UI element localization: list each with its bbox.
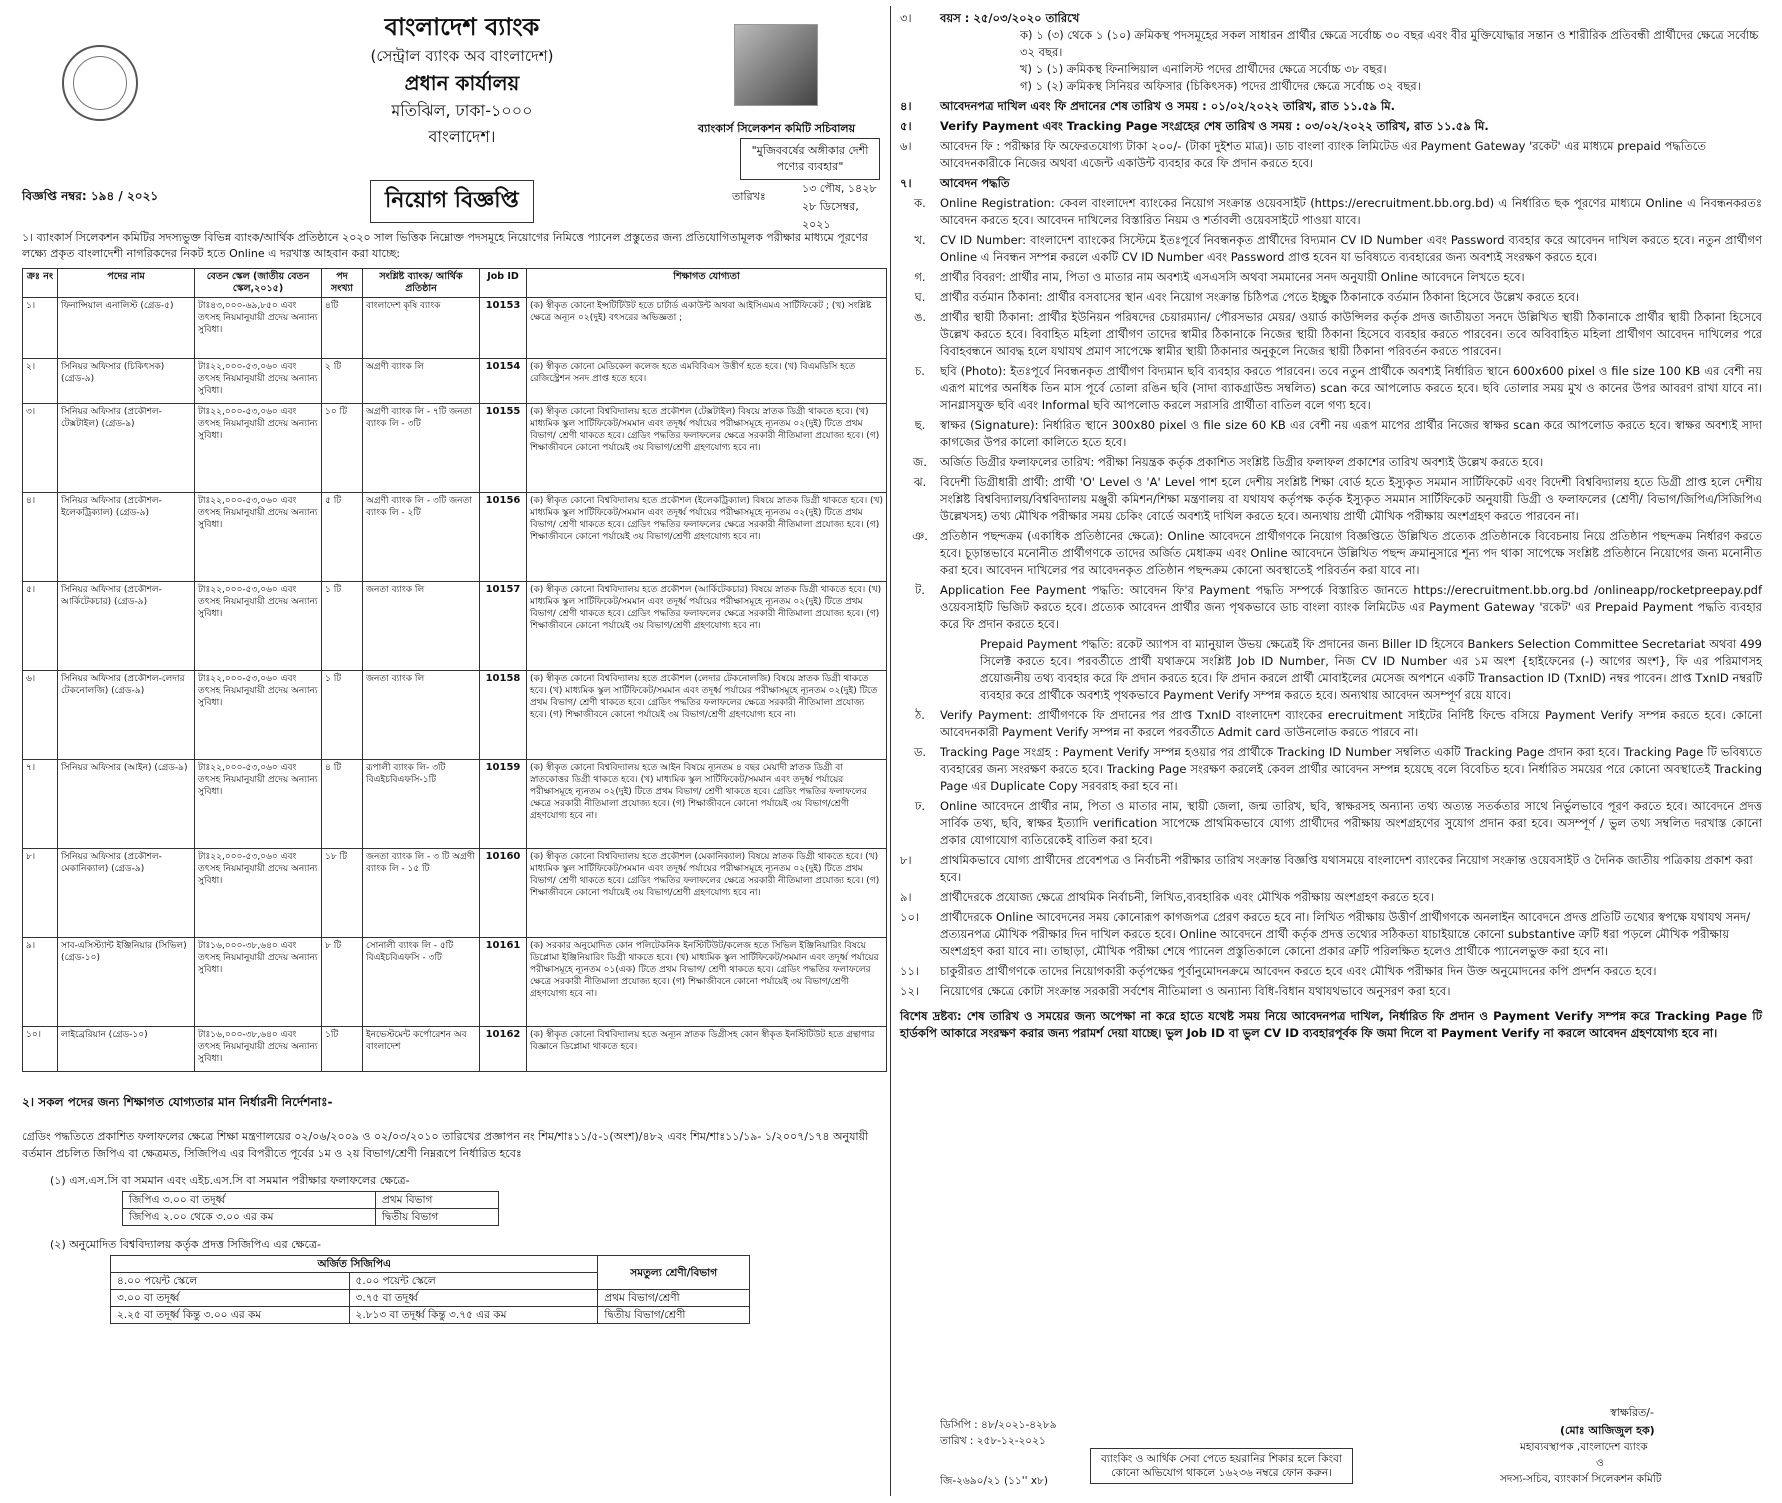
procedure-item-key: ট. <box>915 583 925 597</box>
secretariat-name: ব্যাংকার্স সিলেকশন কমিটি সচিবালয় <box>698 122 856 135</box>
cell-pay: টাঃ৪৩,০০০-৬৯,৮৫০ এবং তৎসহ নিয়মানুযায়ী প্রদেয় অন্যান্য সুবিধা। <box>195 298 322 359</box>
address: মতিঝিল, ঢাকা-১০০০ <box>391 101 533 120</box>
complaint-box: ব্যাংকিং ও আর্থিক সেবা পেতে হয়রানির শিকার হলে কিংবা কোনো অভিযোগ থাকলে ১৬২৩৬ নম্বরে ফোন করুন। <box>1090 1448 1353 1484</box>
sub2-label: (২) অনুমোদিত বিশ্ববিদ্যালয় কর্তৃক প্রদত্ত সিজিপিএ এর ক্ষেত্রে- <box>50 1238 322 1251</box>
deadline-apply: ৪। আবেদনপত্র দাখিল এবং ফি প্রদানের শেষ তারিখ ও সময় : ০১/০২/২০২২ তারিখ, রাত ১১.৫৯ মি. <box>900 99 1396 113</box>
cell-count: ৪টি <box>322 298 363 359</box>
cell-pay: টাঃ২২,০০০-৫৩,০৬০ এবং তৎসহ নিয়মানুযায়ী প্রদেয় অন্যান্য সুবিধা। <box>195 404 322 493</box>
posts-table-body <box>23 298 887 1072</box>
table-row: ৪.০০ পয়েন্ট স্কেলে ৫.০০ পয়েন্ট স্কেলে <box>111 1273 750 1290</box>
cell-post: সাব-এসিস্ট্যান্ট ইঞ্জিনিয়ার (সিভিল) (গ্রেড-১০) <box>58 938 195 1027</box>
signer-and: ও <box>1596 1457 1604 1469</box>
table-row: ২.২৫ বা তদূর্ধ্ব কিন্তু ৩.০০ এর কম ২.৮১৩ বা তদূর্ধ্ব কিন্তু ৩.৭৫ এর কম দ্বিতীয় বিভাগ/শ্রেণী <box>111 1307 750 1324</box>
procedure-item-text: স্বাক্ষর (Signature): নির্ধারিত স্থানে 300x80 pixel ও file size 60 KB এর বেশী নয় এরূপ মাপের প্রার্থীর নিজের স্বাক্ষর scan করে আপলোড করতে হবে। স্বাক্ষর অবশ্যই সাদা কাগজের উপর কালো কালিতে হতে হবে। <box>940 418 1762 449</box>
table-row <box>23 298 887 359</box>
procedure-item <box>900 707 1762 741</box>
section-9: ৯। প্রার্থীদেরকে প্রযোজ্য ক্ষেত্রে প্রাথমিক নির্বাচনী, লিখিত,ব্যবহারিক এবং মৌখিক পরীক্ষায় অংশগ্রহণ করতে হবে। <box>900 890 1434 904</box>
th-post: পদের নাম <box>58 269 195 298</box>
intro-paragraph: ১। ব্যাংকার্স সিলেকশন কমিটির সদস্যভুক্ত বিভিন্ন ব্যাংক/আর্থিক প্রতিষ্ঠানে ২০২০ সাল ভিত্তিক নিম্নোক্ত পদসমূহে নিয়োগের নিমিত্তে প্যানেল প্রস্তুতের জন্য প্রতিযোগিতামূলক পরীক্ষার মাধ্যমে পূরণের লক্ষ্যে প্রকৃত বাংলাদেশী নাগরিকদের নিকট হতে Online এ দরখাস্ত আহবান করা যাচ্ছে: <box>22 231 868 260</box>
cell-jid: 10160 <box>480 849 527 938</box>
procedure-item-text: Online Registration: কেবল বাংলাদেশ ব্যাংকের নিয়োগ সংক্রান্ত ওয়েবসাইট (https://erecruitment.bb.org.bd) এ নির্ধারিত ছক পূরণের মাধ্যমে Online এ নিবন্ধনকরতঃ আবেদন করতে হবে। আবেদন দাখিলের বিস্তারিত নিয়ম ও শর্তাবলী ওয়েবসাইটে পাওয়া যাবে। <box>940 196 1762 227</box>
table-row: ৩.০০ বা তদূর্ধ্ব ৩.৭৫ বা তদূর্ধ্ব প্রথম বিভাগ/শ্রেণী <box>111 1290 750 1307</box>
cell-pay: টাঃ১৬,০০০-৩৮,৬৪০ এবং তৎসহ নিয়মানুযায়ী প্রদেয় অন্যান্য সুবিধা। <box>195 1027 322 1072</box>
org-name: বাংলাদেশ ব্যাংক <box>384 13 540 41</box>
procedure-item-key: ঘ. <box>914 290 926 304</box>
table-row <box>23 938 887 1027</box>
signed-label: স্বাক্ষরিত/- <box>1610 1406 1654 1419</box>
age-section: ৩। বয়স : ২৫/০৩/২০২০ তারিখে ক) ১ (৩) থেকে ১ (১০) ক্রমিকস্থ পদসমূহের সকল সাধারন প্রার্থীর ক্ষেত্রে সর্বোচ্চ ৩০ বছর এবং বীর মুক্তিযোদ্ধার সন্তান ও শারীরিক প্রতিবন্ধী প্রার্থীদের ক্ষেত্রে সর্বোচ্চ ৩২ বছর। খ) ১ (১) ক্রমিকস্থ ফিনান্সিয়াল এনালিস্ট পদের প্রার্থীদের ক্ষেত্রে সর্বোচ্চ ৩৮ বছর। গ) ১ (২) ক্রমিকস্থ সিনিয়র অফিসার (চিকিৎসক) পদের প্রার্থীদের ক্ষেত্রে সর্বোচ্চ ৩২ বছর। <box>900 10 1762 95</box>
cell-post: সিনিয়র অফিসার (প্রকৌশল-ইলেকট্রিক্যাল) (গ্রেড-৯) <box>58 493 195 582</box>
cell-sl: ৮। <box>23 849 58 938</box>
procedure-item-text: প্রার্থীর বিবরণ: প্রার্থীর নাম, পিতা ও মাতার নাম অবশ্যই এসএসসি অথবা সমমানের সনদ অনুযায়ী Online আবেদনে লিখতে হবে। <box>940 270 1525 284</box>
cell-count: ১ টি <box>322 582 363 671</box>
section-12: ১২। নিয়োগের ক্ষেত্রে কোটা সংক্রান্ত সরকারী সর্বশেষ নীতিমালা ও অন্যান্য বিধি-বিধান যথাযথভাবে অনুসরণ করা হবে। <box>900 984 1451 998</box>
procedure-item-key: ড. <box>913 745 927 759</box>
procedure-item-text: বিদেশী ডিগ্রীধারী প্রার্থী: প্রার্থী 'O' Level ও 'A' Level পাশ হলে দেশীয় সংশ্লিষ্ট শিক্ষা বোর্ড হতে ইস্যুকৃত সমমান সার্টিফিকেট এবং বিদেশী বিশ্ববিদ্যালয় হতে ডিগ্রী প্রাপ্ত হলে দেশীয় সংশ্লিষ্ট বিশ্ববিদ্যালয়/বিশ্ববিদ্যালয় মঞ্জুরী কমিশন/শিক্ষা মন্ত্রণালয় বা যথাযথ কর্তৃপক্ষ কর্তৃক ইস্যুকৃত সমমান সার্টিফিকেট অনুযায়ী ডিগ্রী ও ফলাফলের (শ্রেণী/ বিভাগ/জিপিএ/সিজিপিএ উল্লেখসহ) তথ্য মৌখিক পরীক্ষার সময় চেকিং বোর্ডে অবশ্যই দাখিল করতে হবে। অন্যথায় প্রার্থী মৌখিক পরীক্ষায় অংশগ্রহণ করতে পারবেন না। <box>940 475 1762 523</box>
office-name: প্রধান কার্যালয় <box>404 71 520 95</box>
procedure-item <box>900 636 1762 704</box>
table-header-row <box>23 269 887 298</box>
procedure-item <box>900 744 1762 795</box>
cell-edu: (ক) স্বীকৃত কোনো বিশ্ববিদ্যালয় হতে প্রকৌশল (টেক্সটাইল) বিষয়ে স্নাতক ডিগ্রী থাকতে হবে। (খ) মাধ্যমিক স্কুল সার্টিফিকেট/সমমান এবং তদূর্ধ্ব পর্যায়ের পরীক্ষাসমূহে ন্যূনতম ০২(দুই) টিতে প্রথম বিভাগ/ শ্রেণী থাকতে হবে। গ্রেডিং পদ্ধতির ফলাফলের ক্ষেত্রে সরকারী নীতিমালা প্রযোজ্য হবে। (গ) শিক্ষাজীবনে কোনো পর্যায়েই ৩য় বিভাগ/শ্রেণী গ্রহণযোগ্য হবে না। <box>527 404 887 493</box>
date-values <box>802 180 887 234</box>
procedure-item-key: খ. <box>914 233 926 247</box>
cell-bank: অগ্রণী ব্যাংক লি - ৭টি জনতা ব্যাংক লি - ৩টি <box>363 404 480 493</box>
procedure-item-text: CV ID Number: বাংলাদেশ ব্যাংকের সিস্টেমে ইতঃপূর্বে নিবন্ধনকৃত প্রার্থীদের বিদ্যমান CV ID Number এবং Password ব্যবহার করে আবেদন দাখিল করতে হবে। নতুন প্রার্থীগণ Online এ নিবন্ধন সম্পন্ন করলে একটি CV ID Number এবং Password প্রাপ্ত হবেন যা ভবিষ্যতে ব্যবহারের জন্য অবশ্যই সংরক্ষণ করতে হবে। <box>940 233 1762 264</box>
cell-count: ৮ টি <box>322 938 363 1027</box>
procedure-item-key: চ. <box>915 364 925 378</box>
cell-pay: টাঃ২২,০০০-৫৩,০৬০ এবং তৎসহ নিয়মানুযায়ী প্রদেয় অন্যান্য সুবিধা। <box>195 359 322 404</box>
cell-bank: ইনভেস্টমেন্ট কর্পোরেশন অব বাংলাদেশ <box>363 1027 480 1072</box>
dfp-number: ডিসিপি : ৪৮/২০২১-৪২৮৯ <box>940 1419 1057 1431</box>
cell-post: ফিনান্সিয়াল এনালিস্ট (গ্রেড-৫) <box>58 298 195 359</box>
cell-pay: টাঃ২২,০০০-৫৩,০৬০ এবং তৎসহ নিয়মানুযায়ী প্রদেয় অন্যান্য সুবিধা। <box>195 582 322 671</box>
cell-bank: অগ্রণী ব্যাংক লি <box>363 359 480 404</box>
fee-section: ৬। আবেদন ফি : পরীক্ষার ফি অফেরতযোগ্য টাকা ২০০/- (টাকা দুইশত মাত্র)। ডাচ বাংলা ব্যাংক লিমিটেড এর Payment Gateway 'রকেট' এর মাধ্যমে prepaid পদ্ধতিতে আবেদনকারীকে নিজের অথবা এজেন্ট একাউন্ট ব্যবহার করে ফি প্রদান করতে হবে। <box>900 139 1706 170</box>
country: বাংলাদেশ। <box>428 127 496 146</box>
procedure-item-text: প্রার্থীর স্থায়ী ঠিকানা: প্রার্থীর ইউনিয়ন পরিষদের চেয়ারম্যান/ পৌরসভার মেয়র/ ওয়ার্ড কাউন্সিলর কর্তৃক প্রদত্ত জাতীয়তা সনদে উল্লিখিত স্থায়ী ঠিকানাকে প্রার্থীর স্থায়ী ঠিকানা হিসেবে উল্লেখ করতে হবে। বিবাহিত মহিলা প্রার্থীগণ তাদের স্বামীর ঠিকানাকে নিজের স্থায়ী ঠিকানা হিসেবে ব্যবহার করতে পারবেন। তবে অবিবাহিত মহিলা প্রার্থীগণ আবেদন দাখিলের পরে বিবাহবন্ধনে আবদ্ধ হলে যথাযথ প্রমাণ সাপেক্ষে স্বামীর স্থায়ী ঠিকানার অনুকূলে নিজের স্থায়ী ঠিকানা পরিবর্তন করতে পারবেন। <box>940 310 1762 358</box>
procedure-item <box>900 454 1762 471</box>
column-divider <box>890 6 891 1496</box>
cell-jid: 10157 <box>480 582 527 671</box>
cell-post: সিনিয়র অফিসার (আইন) (গ্রেড-৯) <box>58 760 195 849</box>
cell-sl: ৯। <box>23 938 58 1027</box>
procedure-item-text: অর্জিত ডিগ্রীর ফলাফলের তারিখ: পরীক্ষা নিয়ন্ত্রক কর্তৃক প্রকাশিত সংশ্লিষ্ট ডিগ্রীর ফলাফল প্রকাশের তারিখ অবশ্যই উল্লেখ করতে হবে। <box>940 455 1544 469</box>
cell-bank: অগ্রণী ব্যাংক লি - ৩টি জনতা ব্যাংক লি - ২টি <box>363 493 480 582</box>
cell-post: সিনিয়র অফিসার (চিকিৎসক) (গ্রেড-৯) <box>58 359 195 404</box>
cell-sl: ২। <box>23 359 58 404</box>
th-edu: শিক্ষাগত যোগ্যতা <box>527 269 887 298</box>
right-column <box>900 10 1762 1042</box>
th-sl: ক্রঃ নং <box>23 269 58 298</box>
cell-sl: ৩। <box>23 404 58 493</box>
signer-title: মহাব্যবস্থাপক ,বাংলাদেশ ব্যাংক <box>1520 1441 1648 1453</box>
cell-edu: (ক) স্বীকৃত কোনো বিশ্ববিদ্যালয় হতে প্রকৌশল (লেদার টেকনোলজি) বিষয়ে স্নাতক ডিগ্রী থাকতে হবে। (খ) মাধ্যমিক স্কুল সার্টিফিকেট/সমমান এবং তদূর্ধ্ব পর্যায়ের পরীক্ষাসমূহে ন্যূনতম ০২(দুই) টিতে প্রথম বিভাগ/ শ্রেণী থাকতে হবে। গ্রেডিং পদ্ধতির ফলাফলের ক্ষেত্রে সরকারী নীতিমালা প্রযোজ্য হবে। (গ) শিক্ষাজীবনে কোনো পর্যায়েই ৩য় বিভাগ/শ্রেণী গ্রহণযোগ্য হবে না। <box>527 671 887 760</box>
procedure-item-text: ছবি (Photo): ইতঃপূর্বে নিবন্ধনকৃত প্রার্থীগণ বিদ্যমান ছবি ব্যবহার করতে পারবেন। তবে নতুন প্রার্থীকে অবশ্যই নির্ধারিত স্থানে 600x600 pixel ও file size 100 KB এর বেশী নয় এরূপ মাপের অনধিক তিন মাস পূর্বে তোলা রঙিন ছবি (সাদা ব্যাকগ্রাউন্ড সম্বলিত) scan করে আপলোড করতে হবে। ছবি তোলার সময় মুখ ও কানের উপর আবরণ রাখা যাবে না। সানগ্লাসযুক্ত ছবি এবং Informal ছবি আপলোড করলে সরাসরি প্রার্থীতা বাতিল বলে গণ্য হবে। <box>940 364 1762 412</box>
header <box>22 10 887 231</box>
procedure-item-key: ঙ. <box>913 310 927 324</box>
signer-name: (মোঃ আজিজুল হক) <box>1560 1424 1655 1437</box>
posts-table <box>22 268 887 1072</box>
cell-sl: ৭। <box>23 760 58 849</box>
cell-pay: টাঃ২২,০০০-৫৩,০৬০ এবং তৎসহ নিয়মানুযায়ী প্রদেয় অন্যান্য সুবিধা। <box>195 671 322 760</box>
section-11: ১১। চাকুরীরত প্রার্থীগণকে তাদের নিয়োগকারী কর্তৃপক্ষের পূর্বানুমোদনক্রমে আবেদন করতে হবে এবং মৌখিক পরীক্ষার দিন উক্ত অনুমোদনের কপি প্রদর্শন করতে হবে। <box>900 964 1657 978</box>
cell-count: ২ টি <box>322 359 363 404</box>
age-c: গ) ১ (২) ক্রমিকস্থ সিনিয়র অফিসার (চিকিৎসক) পদের প্রার্থীদের ক্ষেত্রে সর্বোচ্চ ৩২ বছর। <box>1020 79 1421 93</box>
procedure-item-key: ছ. <box>914 418 926 432</box>
th-jobid: Job ID <box>480 269 527 298</box>
date-label: তারিখঃ <box>732 190 766 203</box>
procedure-item <box>900 195 1762 229</box>
procedure-item <box>900 289 1762 306</box>
age-a: ক) ১ (৩) থেকে ১ (১০) ক্রমিকস্থ পদসমূহের সকল সাধারন প্রার্থীর ক্ষেত্রে সর্বোচ্চ ৩০ বছর এবং বীর মুক্তিযোদ্ধার সন্তান ও শারীরিক প্রতিবন্ধী প্রার্থীদের ক্ষেত্রে সর্বোচ্চ ৩২ বছর। <box>1020 28 1759 59</box>
procedure-item <box>900 528 1762 579</box>
date-bangla: ১৩ পৌষ, ১৪২৮ <box>802 182 877 195</box>
procedure-item-text: প্রার্থীর বর্তমান ঠিকানা: প্রার্থীর বসবাসের স্থান এবং নিয়োগ সংক্রান্ত চিঠিপত্র পেতে ইচ্ছুক ঠিকানাকে বর্তমান ঠিকানা হিসেবে উল্লেখ করতে হবে। <box>940 290 1580 304</box>
cell-count: ১টি <box>322 1027 363 1072</box>
cell-edu: (ক) স্বীকৃত কোনো বিশ্ববিদ্যালয় হতে আইন বিষয়ে ন্যূনতম ৪ বছর মেয়াদী স্নাতক ডিগ্রী বা স্নাতকোত্তর ডিগ্রী থাকতে হবে। (খ) মাধ্যমিক স্কুল সার্টিফিকেট/সমমান এবং তদূর্ধ্ব পর্যায়ের পরীক্ষাসমূহে ন্যূনতম ০২(দুই) টিতে প্রথম বিভাগ/ শ্রেণী থাকতে হবে। গ্রেডিং পদ্ধতির ফলাফলের ক্ষেত্রে সরকারী নীতিমালা প্রযোজ্য হবে। (গ) শিক্ষাজীবনে কোনো পর্যায়েই ৩য় বিভাগ/শ্রেণী গ্রহণযোগ্য হবে না। <box>527 760 887 849</box>
section2-paragraph: গ্রেডিং পদ্ধতিতে প্রকাশিত ফলাফলের ক্ষেত্রে শিক্ষা মন্ত্রণালয়ের ০২/০৬/২০০৯ ও ০২/০৩/২০১০ তারিখের প্রজ্ঞাপন নং শিম/শাঃ১১/৫-১(অংশ)/৪৮২ এবং শিম/শাঃ১১/১৯- ১/২০০৭/১৭৪ অনুযায়ী বর্তমান প্রচলিত জিপিএ বা ক্ষেত্রমত, সিজিপিএ এর বিপরীতে পূর্বের ১ম ও ২য় বিভাগ/শ্রেণী নিম্নরূপে নির্ধারিত হবেঃ <box>22 1130 869 1160</box>
procedure-item <box>900 474 1762 525</box>
table-row <box>23 404 887 493</box>
section-10: ১০। প্রার্থীদেরকে Online আবেদনের সময় কোনোরূপ কাগজপত্র প্রেরণ করতে হবে না। লিখিত পরীক্ষায় উত্তীর্ণ প্রার্থীগণকে অনলাইন আবেদনে প্রদত্ত প্রতিটি তথ্যের স্বপক্ষে যথাযথ সনদ/প্রত্যয়নপত্র মৌখিক পরীক্ষার দিন দাখিল করতে হবে। Online আবেদনে প্রার্থী কর্তৃক প্রদত্ত তথ্যের সঠিকতা যাচাইয়ান্তে কোনো substantive ত্রুটি ধরা পড়লে মৌখিক পরীক্ষায় অংশগ্রহণ করা যাবে না। তাছাড়া, মৌখিক পরীক্ষা শেষে প্যানেল প্রস্তুতিকালে কোনো প্রকার ত্রুটি পরিলক্ষিত হলেও প্রার্থীকে প্যানেলভুক্ত করা হবে না। <box>900 910 1751 958</box>
cell-edu: (ক) সরকার অনুমোদিত কোন পলিটেকনিক ইনস্টিটিউট/কলেজ হতে সিভিল ইঞ্জিনিয়ারিং বিষয়ে ডিপ্লোমা ইঞ্জিনিয়ারিং ডিগ্রী থাকতে হবে। (খ) মাধ্যমিক স্কুল সার্টিফিকেট/সমমান এবং তদূর্ধ্ব পর্যায়ের পরীক্ষাসমূহে ন্যূনতম ০১(এক) টিতে প্রথম বিভাগ/ শ্রেণী থাকতে হবে। গ্রেডিং পদ্ধতির ফলাফলের ক্ষেত্রে সরকারী নীতিমালা প্রযোজ্য হবে। (গ) শিক্ষাজীবনে কোনো পর্যায়েই ৩য় বিভাগ/শ্রেণী গ্রহণযোগ্য হবে না। <box>527 938 887 1027</box>
cell-pay: টাঃ১৬,০০০-৩৮,৬৪০ এবং তৎসহ নিয়মানুযায়ী প্রদেয় অন্যান্য সুবিধা। <box>195 938 322 1027</box>
cell-bank: জনতা ব্যাংক লি <box>363 582 480 671</box>
cell-post: সিনিয়র অফিসার (প্রকৌশল-আর্কিটেকচার) (গ্রেড-৯) <box>58 582 195 671</box>
cell-jid: 10155 <box>480 404 527 493</box>
procedure-item-key: গ. <box>914 270 926 284</box>
procedure-item <box>900 363 1762 414</box>
cell-count: ৫ টি <box>322 493 363 582</box>
slogan-box: "মুজিববর্ষের অঙ্গীকার দেশী পণ্যের ব্যবহার" <box>740 138 880 180</box>
procedure-item-text: Application Fee Payment পদ্ধতি: আবেদন ফি'র Payment পদ্ধতি সম্পর্কে বিস্তারিত জানতে https://erecruitment.bb.org.bd /onlineapp/rocketpreepay.pdf ওয়েবসাইটি ভিজিট করতে হবে। প্রত্যেক আবেদন প্রার্থীর জন্য পৃথকভাবে ডাচ বাংলা ব্যাংক লিমিটেড এর Payment Gateway 'রকেট' এর Prepaid Payment পদ্ধতি ব্যবহার করে ফি প্রদান করতে হবে। <box>940 583 1762 631</box>
cell-sl: ৬। <box>23 671 58 760</box>
procedure-item-key: ঞ. <box>912 529 928 543</box>
section2-title: ২। সকল পদের জন্য শিক্ষাগত যোগ্যতার মান নির্ধারনী নির্দেশনাঃ- <box>22 1095 333 1109</box>
cell-jid: 10153 <box>480 298 527 359</box>
table-row <box>23 760 887 849</box>
cell-bank: জনতা ব্যাংক লি - ৩ টি অগ্রণী ব্যাংক লি - ১৫ টি <box>363 849 480 938</box>
table-row <box>23 1027 887 1072</box>
deadline-verify: ৫। Verify Payment এবং Tracking Page সংগ্রহের শেষ তারিখ ও সময় : ০৩/০২/২০২২ তারিখ, রাত ১১.৫৯ মি. <box>900 119 1489 133</box>
gpa-table <box>122 1191 499 1226</box>
procedure-item-key: ঠ. <box>915 708 925 722</box>
cell-pay: টাঃ২২,০০০-৫৩,০৬০ এবং তৎসহ নিয়মানুযায়ী প্রদেয় অন্যান্য সুবিধা। <box>195 493 322 582</box>
left-column <box>22 10 887 1324</box>
special-note: বিশেষ দ্রষ্টব্য: শেষ তারিখ ও সময়ের জন্য অপেক্ষা না করে হাতে যথেষ্ট সময় নিয়ে আবেদনপত্র দাখিল, নির্ধারিত ফি প্রদান ও Payment Verify সম্পন্ন করে Tracking Page টি হার্ডকপি আকারে সংরক্ষণ করার জন্য পরামর্শ দেয়া যাচ্ছে। ভুল Job ID বা ভুল CV ID ব্যবহারপূর্বক ফি জমা দিলে বা Payment Verify না করলে আবেদন গ্রহণযোগ্য হবে না। <box>900 1009 1762 1040</box>
procedure-heading: ৭। আবেদন পদ্ধতি <box>900 176 1010 190</box>
age-b: খ) ১ (১) ক্রমিকস্থ ফিনান্সিয়াল এনালিস্ট পদের প্রার্থীদের ক্ষেত্রে সর্বোচ্চ ৩৮ বছর। <box>1020 62 1387 76</box>
cell-sl: ১০। <box>23 1027 58 1072</box>
procedure-item <box>900 232 1762 266</box>
cell-sl: ১। <box>23 298 58 359</box>
table-row: অর্জিত সিজিপিএ সমতুল্য শ্রেণী/বিভাগ <box>111 1256 750 1273</box>
header-titles <box>262 10 662 150</box>
cell-sl: ৪। <box>23 493 58 582</box>
cell-edu: (ক) স্বীকৃত কোনো বিশ্ববিদ্যালয় হতে প্রকৌশল (ইলেকট্রিক্যাল) বিষয়ে স্নাতক ডিগ্রী থাকতে হবে। (খ) মাধ্যমিক স্কুল সার্টিফিকেট/সমমান এবং তদূর্ধ্ব পর্যায়ের পরীক্ষাসমূহে ন্যূনতম ০২(দুই) টিতে প্রথম বিভাগ/ শ্রেণী থাকতে হবে। গ্রেডিং পদ্ধতির ফলাফলের ক্ষেত্রে সরকারী নীতিমালা প্রযোজ্য হবে। (গ) শিক্ষাজীবনে কোনো পর্যায়েই ৩য় বিভাগ/শ্রেণী গ্রহণযোগ্য হবে না। <box>527 493 887 582</box>
procedure-item-key: ক. <box>914 196 926 210</box>
age-heading: বয়স : ২৫/০৩/২০২০ তারিখে <box>940 11 1080 25</box>
sub1-label: (১) এস.এস.সি বা সমমান এবং এইচ.এস.সি বা সমমান পরীক্ষার ফলাফলের ক্ষেত্রে- <box>50 1174 410 1187</box>
cell-post: সিনিয়র অফিসার (প্রকৌশল-টেক্সটাইল) (গ্রেড-৯) <box>58 404 195 493</box>
table-row <box>23 493 887 582</box>
cell-jid: 10154 <box>480 359 527 404</box>
procedure-item-key: ঢ. <box>914 799 926 813</box>
procedure-item <box>900 309 1762 360</box>
cell-edu: (ক) স্বীকৃত কোনো বিশ্ববিদ্যালয় হতে প্রকৌশল (আর্কিটেকচার) বিষয়ে স্নাতক ডিগ্রী থাকতে হবে। (খ) মাধ্যমিক স্কুল সার্টিফিকেট/সমমান এবং তদূর্ধ্ব পর্যায়ের পরীক্ষাসমূহে ন্যূনতম ০২(দুই) টিতে প্রথম বিভাগ/ শ্রেণী থাকতে হবে। গ্রেডিং পদ্ধতির ফলাফলের ক্ষেত্রে সরকারী নীতিমালা প্রযোজ্য হবে। (গ) শিক্ষাজীবনে কোনো পর্যায়েই ৩য় বিভাগ/শ্রেণী গ্রহণযোগ্য হবে না। <box>527 582 887 671</box>
cell-jid: 10161 <box>480 938 527 1027</box>
th-count: পদ সংখ্যা <box>322 269 363 298</box>
th-pay: বেতন স্কেল (জাতীয় বেতন স্কেল,২০১৫) <box>195 269 322 298</box>
cell-pay: টাঃ২২,০০০-৫৩,০৬০ এবং তৎসহ নিয়মানুযায়ী প্রদেয় অন্যান্য সুবিধা। <box>195 849 322 938</box>
cell-jid: 10159 <box>480 760 527 849</box>
mujib-portrait-icon <box>734 24 818 106</box>
cell-edu: (ক) স্বীকৃত কোনো বিশ্ববিদ্যালয় হতে প্রকৌশল (মেকানিক্যাল) বিষয়ে স্নাতক ডিগ্রী থাকতে হবে। (খ) মাধ্যমিক স্কুল সার্টিফিকেট/সমমান এবং তদূর্ধ্ব পর্যায়ের পরীক্ষাসমূহে ন্যূনতম ০২(দুই) টিতে প্রথম বিভাগ/ শ্রেণী থাকতে হবে। গ্রেডিং পদ্ধতির ফলাফলের ক্ষেত্রে সরকারী নীতিমালা প্রযোজ্য হবে। (গ) শিক্ষাজীবনে কোনো পর্যায়েই ৩য় বিভাগ/শ্রেণী গ্রহণযোগ্য হবে না। <box>527 849 887 938</box>
procedure-item-text: Prepaid Payment পদ্ধতি: রকেট অ্যাপস বা ম্যানুয়াল উভয় ক্ষেত্রেই ফি প্রদানের জন্য Biller ID হিসেবে Bankers Selection Committee Secretariat অথবা 499 সিলেক্ট করতে হবে। পরবর্তীতে প্রার্থী যথাক্রমে সংশ্লিষ্ট Job ID Number, নিজ CV ID Number এর ১ম অংশ {হাইফেনের (-) আগের অংশ}, ফি এর পরিমাণসহ প্রয়োজনীয় তথ্য ব্যবহার করে ফি প্রদান করতে হবে। ফি প্রদান করলে প্রার্থী মোবাইলের মেসেজ অপশনে একটি Transaction ID (TxnID) নম্বর পাবেন। প্রাপ্ত TxnID নম্বরটি ব্যবহার করে প্রার্থীকে অবশ্যই পৃথকভাবে Payment Verify সম্পন্ন করতে হবে। অন্যথায় আবেদন অসম্পূর্ণ রয়ে যাবে। <box>980 637 1763 702</box>
cell-post: সিনিয়র অফিসার (প্রকৌশল-লেদার টেকনোলজি) (গ্রেড-৯) <box>58 671 195 760</box>
procedure-item <box>900 798 1762 849</box>
th-bank: সংশ্লিষ্ট ব্যাংক/ আর্থিক প্রতিষ্ঠান <box>363 269 480 298</box>
org-name-en: (সেন্ট্রাল ব্যাংক অব বাংলাদেশ) <box>370 47 554 65</box>
cell-count: ১৮ টি <box>322 849 363 938</box>
table-row: জিপিএ ৩.০০ বা তদূর্ধ্ব প্রথম বিভাগ <box>123 1192 499 1209</box>
cell-bank: রূপালী ব্যাংক লি- ৩টি বিএইচবিএফসি-১টি <box>363 760 480 849</box>
notice-number: বিজ্ঞপ্তি নম্বর: ১৯৪ / ২০২১ <box>22 189 159 203</box>
cell-bank: বাংলাদেশ কৃষি ব্যাংক <box>363 298 480 359</box>
dfp-date: তারিখ : ২৫৮-১২-২০২১ <box>940 1435 1046 1447</box>
cell-count: ১০ টি <box>322 404 363 493</box>
cgpa-table <box>110 1255 750 1324</box>
procedure-item-text: Verify Payment: প্রার্থীগণকে ফি প্রদানের পর প্রাপ্ত TxnID বাংলাদেশ ব্যাংকের erecruitment সাইটের নির্দিষ্ট ফিল্ডে বসিয়ে Payment Verify সম্পন্ন করতে হবে। কোনো আবেদনকারী Payment Verify সম্পন্ন না করলে পরবর্তীতে Admit card ডাউনলোড করতে পারবে না। <box>940 708 1762 739</box>
procedure-item-key: জ. <box>913 455 927 469</box>
procedure-item-text: Online আবেদনে প্রার্থীর নাম, পিতা ও মাতার নাম, স্থায়ী জেলা, জন্ম তারিখ, ছবি, স্বাক্ষরসহ অন্যান্য তথ্য অত্যন্ত সতর্কতার সাথে নির্ভুলভাবে পূরণ করতে হবে। আবেদনে প্রদত্ত সার্বিক তথ্য, ছবি, স্বাক্ষর ইত্যাদি verification সাপেক্ষে প্রাথমিকভাবে যোগ্য প্রার্থীদের পরীক্ষায় অংশগ্রহণের সুযোগ প্রদান করা হবে। অসম্পূর্ণ / ভুল তথ্য সম্বলিত দরখাস্ত কোনো প্রকার যোগাযোগ ব্যতিরেকেই বাতিল করা হবে। <box>940 799 1762 847</box>
procedure-item-text: প্রতিষ্ঠান পছন্দক্রম (একাধিক প্রতিষ্ঠানের ক্ষেত্রে): Online আবেদনে প্রার্থীগণকে নিয়োগ বিজ্ঞপ্তিতে উল্লিখিত প্রত্যেক প্রতিষ্ঠানকে বিবেচনায় নিয়ে প্রতিষ্ঠান পছন্দক্রম নির্ধারণ করতে হবে। চূড়ান্তভাবে মনোনীত প্রার্থীগণকে তাদের অর্জিত মেধাক্রম এবং Online আবেদনে উল্লিখিত পছন্দ ক্রমানুসারে শূন্য পদ থাকা সাপেক্ষে সংশ্লিষ্ট প্রতিষ্ঠানে নিয়োগের জন্য মনোনীত করা হবে। আবেদন দাখিলের পর আবেদনকৃত প্রতিষ্ঠান পছন্দক্রম কোনো অবস্থাতেই পরিবর্তন করা যাবে না। <box>940 529 1762 577</box>
signer-title2: সদস্য-সচিব, ব্যাংকার্স সিলেকশন কমিটি <box>1500 1473 1662 1485</box>
procedure-item <box>900 269 1762 286</box>
cell-count: ৪ টি <box>322 760 363 849</box>
cell-jid: 10162 <box>480 1027 527 1072</box>
date-english: ২৮ ডিসেম্বর, ২০২১ <box>802 200 859 231</box>
table-row: জিপিএ ২.০০ থেকে ৩.০০ এর কম দ্বিতীয় বিভাগ <box>123 1209 499 1226</box>
section-8: ৮। প্রাথমিকভাবে যোগ্য প্রার্থীদের প্রবেশপত্র ও নির্বাচনী পরীক্ষার তারিখ সংক্রান্ত বিজ্ঞপ্তি যথাসময়ে বাংলাদেশ ব্যাংকের নিয়োগ সংক্রান্ত ওয়েবসাইট ও দৈনিক জাতীয় পত্রিকায় প্রকাশ করা হবে। <box>900 853 1753 884</box>
procedure-item-key: ঝ. <box>913 475 927 489</box>
table-row <box>23 359 887 404</box>
cell-pay: টাঃ২২,০০০-৫৩,০৬০ এবং তৎসহ নিয়মানুযায়ী প্রদেয় অন্যান্য সুবিধা। <box>195 760 322 849</box>
procedure-items <box>900 195 1762 849</box>
cell-edu: (ক) স্বীকৃত কোনো বিশ্ববিদ্যালয় হতে অন্যূন স্নাতক ডিগ্রীসহ কোন স্বীকৃত ইনস্টিটিউট হতে গ্রন্থাগার বিজ্ঞানে ডিপ্লোমা থাকতে হবে। <box>527 1027 887 1072</box>
procedure-item-key <box>900 636 940 704</box>
notice-title: নিয়োগ বিজ্ঞপ্তি <box>370 180 534 223</box>
cell-edu: (ক) স্বীকৃত কোনো ইন্সটিটিউট হতে চার্টার্ড একাউন্ট অথবা আইসিএমএ সার্টিফিকেট ; (খ) সংশ্লিষ্ট ক্ষেত্রে অন্যূন ০২(দুই) বৎসরের অভিজ্ঞতা ; <box>527 298 887 359</box>
procedure-item-text: Tracking Page সংগ্রহ : Payment Verify সম্পন্ন হওয়ার পর প্রার্থীকে Tracking ID Number সম্বলিত একটি Tracking Page প্রদান করা হবে। Tracking Page টি ভবিষ্যতে ব্যবহারের জন্য সংরক্ষণ করতে হবে। Tracking Page সংরক্ষণ করলেই কেবল প্রার্থীর আবেদন সম্পন্ন হয়েছে বলে বিবেচিত হবে। নির্ধারিত সময়ের পরে কোনো অবস্থাতেই Tracking Page এর Duplicate Copy সরবরাহ করা হবে না। <box>940 745 1762 793</box>
cell-count: ১ টি <box>322 671 363 760</box>
cell-jid: 10156 <box>480 493 527 582</box>
cell-post: সিনিয়র অফিসার (প্রকৌশল-মেকানিক্যাল) (গ্রেড-৯) <box>58 849 195 938</box>
table-row <box>23 582 887 671</box>
table-row <box>23 671 887 760</box>
cell-post: লাইব্রেরিয়ান (গ্রেড-১০) <box>58 1027 195 1072</box>
cell-bank: জনতা ব্যাংক লি <box>363 671 480 760</box>
cell-jid: 10158 <box>480 671 527 760</box>
jg-number: জি-২৬৯০/২১ (১১'' x৮) <box>940 1475 1048 1487</box>
cell-sl: ৫। <box>23 582 58 671</box>
table-row <box>23 849 887 938</box>
cell-bank: সোনালী ব্যাংক লি - ৫টি বিএইচবিএফসি - ৩টি <box>363 938 480 1027</box>
procedure-item <box>900 417 1762 451</box>
bangladesh-bank-seal-icon <box>62 45 138 121</box>
procedure-item <box>900 582 1762 633</box>
cell-edu: (ক) স্বীকৃত কোনো মেডিকেল কলেজ হতে এমবিবিএস উত্তীর্ণ হতে হবে। (খ) বিএমডিসি হতে রেজিস্ট্রেশন সনদ প্রাপ্ত হতে হবে। <box>527 359 887 404</box>
